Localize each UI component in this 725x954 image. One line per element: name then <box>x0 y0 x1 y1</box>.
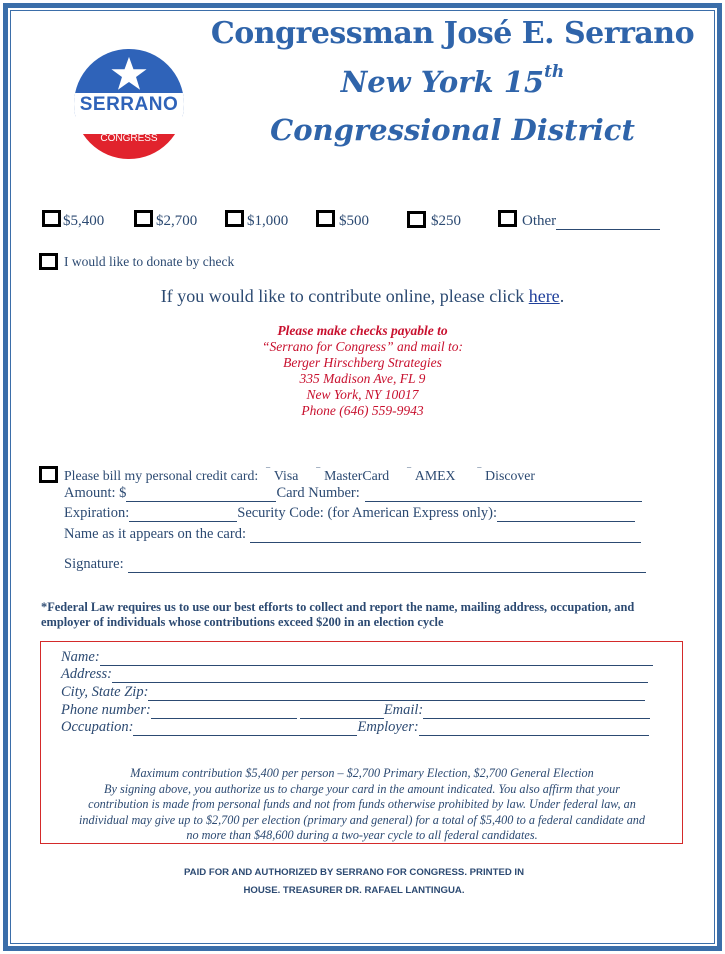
card-name-row <box>64 525 641 543</box>
contribution-limits-note <box>52 766 672 844</box>
paid-for-line-2: HOUSE. TREASURER DR. RAFAEL LANTINGUA. <box>243 885 465 896</box>
amount-2700-checkbox[interactable] <box>134 210 153 227</box>
email-label: Email: <box>383 702 424 718</box>
discover-label: Discover <box>485 468 535 483</box>
card-name-input[interactable] <box>250 528 641 543</box>
district-label: Congressional District <box>270 113 635 147</box>
name-row <box>61 649 653 666</box>
district-ordinal: th <box>544 62 565 82</box>
online-contribution-line <box>0 286 725 307</box>
online-text: If you would like to contribute online, please click <box>160 286 529 306</box>
checks-city-line: New York, NY 10017 <box>306 387 419 402</box>
page-title: Congressman José E. Serrano <box>210 16 695 51</box>
amount-5400-label: $5,400 <box>63 213 105 229</box>
online-here-link[interactable]: here <box>528 286 560 306</box>
max-note-line-3: contribution is made from personal funds and not from funds otherwise prohibited by law. Under federal law, an <box>88 797 636 811</box>
max-note-line-5: no more than $48,600 during a two-year cycle to all federal candidates. <box>186 828 538 842</box>
amount-label: Amount: $ <box>64 485 127 501</box>
amount-2700-label: $2,700 <box>156 213 198 229</box>
logo-name: SERRANO <box>74 93 184 117</box>
amount-5400-checkbox[interactable] <box>42 210 61 227</box>
email-input[interactable] <box>423 704 650 719</box>
max-note-line-4: individual may give up to $2,700 per election (primary and general) for a total of $5,400 to a federal candidate and <box>79 812 645 827</box>
occupation-employer-row <box>61 719 649 736</box>
visa-label: Visa <box>273 468 299 483</box>
occupation-label: Occupation: <box>61 719 134 735</box>
star-icon <box>110 55 148 93</box>
amount-250-checkbox[interactable] <box>407 211 426 228</box>
amount-input[interactable] <box>126 487 276 502</box>
phone-email-row <box>61 702 650 719</box>
checks-payable-line: Please make checks payable to <box>277 323 448 338</box>
donate-by-check-checkbox[interactable] <box>39 253 58 270</box>
city-label: City, State Zip: <box>61 684 149 700</box>
amex-label: AMEX <box>414 468 456 483</box>
paid-for-line-1: PAID FOR AND AUTHORIZED BY SERRANO FOR CONGRESS. PRINTED IN <box>183 867 525 878</box>
name-input[interactable] <box>100 651 653 666</box>
amount-500-label: $500 <box>339 213 369 229</box>
max-note-line-1: Maximum contribution $5,400 per person – $2,700 Primary Election, $2,700 General Election <box>130 766 594 780</box>
credit-card-checkbox[interactable] <box>39 466 58 483</box>
name-label: Name: <box>61 649 100 665</box>
security-code-input[interactable] <box>497 507 635 522</box>
employer-input[interactable] <box>419 721 649 736</box>
online-end: . <box>559 286 565 306</box>
signature-input[interactable] <box>128 558 646 573</box>
card-number-input[interactable] <box>365 487 642 502</box>
expiration-input[interactable] <box>129 507 237 522</box>
mastercard-box[interactable]: ‾ <box>316 467 321 479</box>
amount-row <box>64 484 642 502</box>
amex-box[interactable]: ‾ <box>407 467 411 479</box>
expiration-row <box>64 504 635 522</box>
phone-label: Phone number: <box>61 702 151 718</box>
security-code-label: Security Code: (for American Express only): <box>237 505 497 521</box>
city-input[interactable] <box>148 686 645 701</box>
max-note-line-2: By signing above, you authorize us to charge your card in the amount indicated. You also affirm that your <box>104 781 620 796</box>
amount-250-label: $250 <box>431 213 461 229</box>
check-mailing-info <box>0 323 725 419</box>
address-row <box>61 666 648 683</box>
amount-other-checkbox[interactable] <box>498 210 517 227</box>
occupation-input[interactable] <box>133 721 357 736</box>
checks-phone-line: Phone (646) 559-9943 <box>301 403 424 418</box>
checks-street-line: 335 Madison Ave, FL 9 <box>299 371 426 386</box>
card-number-label: Card Number: <box>276 485 360 501</box>
amount-other-line[interactable] <box>556 215 660 230</box>
serrano-logo <box>74 49 184 159</box>
district-number: New York 15 <box>340 65 545 99</box>
signature-row <box>64 555 646 573</box>
city-row <box>61 684 645 701</box>
address-input[interactable] <box>112 668 648 683</box>
credit-card-prompt: Please bill my personal credit card: <box>64 468 259 483</box>
logo-sub: CONGRESS <box>100 133 158 144</box>
amount-other-label: Other <box>522 213 557 229</box>
signature-label: Signature: <box>64 556 124 572</box>
discover-box[interactable]: ‾ <box>477 467 482 479</box>
paid-for-disclaimer <box>0 864 708 900</box>
card-name-label: Name as it appears on the card: <box>64 526 246 542</box>
checks-payee-line: “Serrano for Congress” and mail to: <box>262 339 463 354</box>
phone-input-extra[interactable] <box>300 704 384 719</box>
mastercard-label: MasterCard <box>324 468 390 483</box>
federal-law-notice: *Federal Law requires us to use our best efforts to collect and report the name, mailing address, occupation, and employer of individuals whose contributions exceed $200 in an election cycle <box>41 600 635 629</box>
amount-1000-label: $1,000 <box>247 213 289 229</box>
phone-input[interactable] <box>151 704 297 719</box>
visa-box[interactable]: ‾ <box>266 467 270 479</box>
amount-500-checkbox[interactable] <box>316 210 335 227</box>
amount-1000-checkbox[interactable] <box>225 210 244 227</box>
expiration-label: Expiration: <box>64 505 130 521</box>
amount-other-field[interactable] <box>522 212 660 230</box>
address-label: Address: <box>61 666 113 682</box>
district-line <box>200 62 705 99</box>
donate-by-check-label: I would like to donate by check <box>64 254 235 269</box>
checks-recipient-line: Berger Hirschberg Strategies <box>283 355 442 370</box>
employer-label: Employer: <box>357 719 419 735</box>
